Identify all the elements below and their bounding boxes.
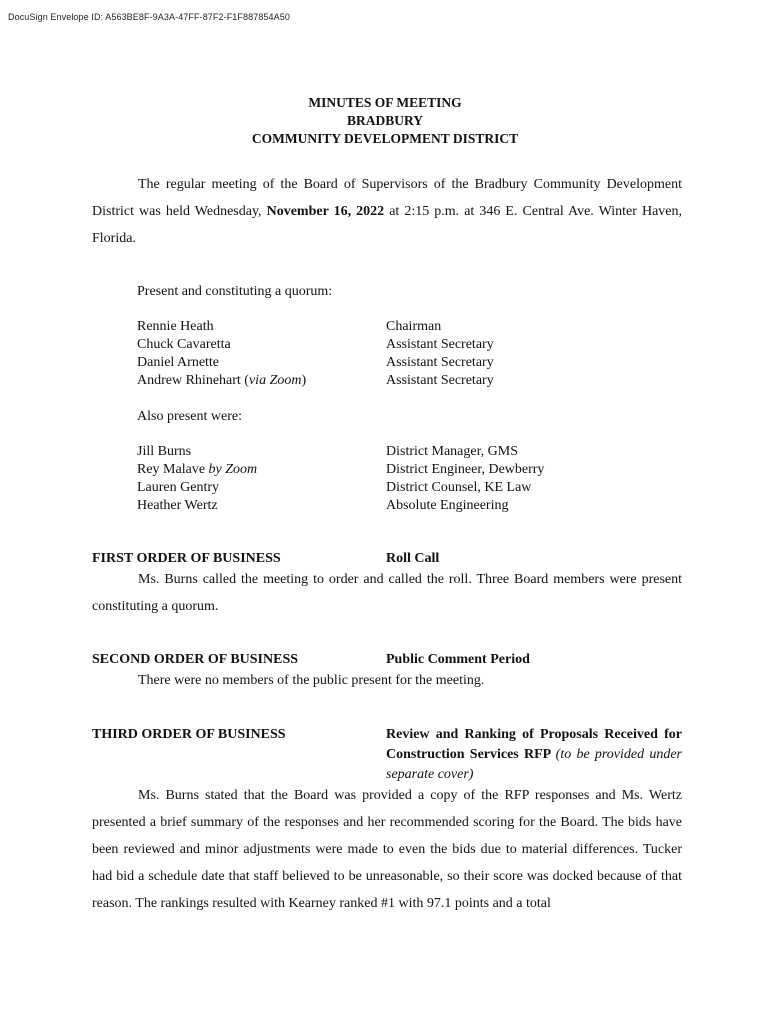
quorum-role: Assistant Secretary <box>386 337 494 352</box>
meeting-date: November 16, 2022 <box>266 204 385 219</box>
attendee-role: District Engineer, Dewberry <box>386 462 545 477</box>
first-order-label: FIRST ORDER OF BUSINESS <box>92 551 281 566</box>
quorum-role: Assistant Secretary <box>386 373 494 388</box>
second-order-label: SECOND ORDER OF BUSINESS <box>92 652 299 667</box>
attendee-name: Jill Burns <box>137 444 192 459</box>
second-order-topic: Public Comment Period <box>386 652 530 667</box>
document-title <box>0 94 770 148</box>
quorum-role: Assistant Secretary <box>386 355 494 370</box>
quorum-role: Chairman <box>386 319 442 334</box>
third-order-topic: Review and Ranking of Proposals Received for Construction Services RFP (to be provided under separate cover) <box>386 727 683 782</box>
attendee-name: Lauren Gentry <box>137 480 220 495</box>
third-order-body: Ms. Burns stated that the Board was provided a copy of the RFP responses and Ms. Wertz presented a brief summary of the responses and her recommended scoring for the Board. The bids have been reviewed and minor adjustments were made to even the bids due to material differences. Tucker had bid a schedule date that staff believed to be unreasonable, so their score was docked because of that reason. The rankings resulted with Kearney ranked #1 with 97.1 points and a total <box>92 788 682 911</box>
attendee-name: Heather Wertz <box>137 498 218 513</box>
quorum-name: Andrew Rhinehart (via Zoom) <box>137 373 307 388</box>
second-order-body: There were no members of the public present for the meeting. <box>138 673 485 688</box>
intro-text-1: The regular meeting of the Board of Supervisors of the Bradbury Community Development District was held Wednesday, <box>92 177 682 219</box>
third-order-note: (to be provided under separate cover) <box>386 747 683 782</box>
quorum-name: Daniel Arnette <box>137 355 220 370</box>
quorum-name: Chuck Cavaretta <box>137 337 231 352</box>
title-line-1: MINUTES OF MEETING <box>308 95 462 110</box>
first-order-topic: Roll Call <box>386 551 440 566</box>
title-line-2: BRADBURY <box>346 113 424 128</box>
quorum-names <box>137 318 306 390</box>
also-present-roles <box>386 443 544 515</box>
envelope-id: DocuSign Envelope ID: A563BE8F-9A3A-47FF-87F2-F1F887854A50 <box>8 12 290 22</box>
attendee-role: District Manager, GMS <box>386 444 519 459</box>
attendee-name: Rey Malave by Zoom <box>137 462 258 477</box>
also-present-label: Also present were: <box>137 409 242 424</box>
also-present-names <box>137 443 257 515</box>
first-order-body: Ms. Burns called the meeting to order and called the roll. Three Board members were present constituting a quorum. <box>92 572 682 614</box>
attendee-role: District Counsel, KE Law <box>386 480 532 495</box>
title-line-3: COMMUNITY DEVELOPMENT DISTRICT <box>251 131 519 146</box>
quorum-roles <box>386 318 494 390</box>
attendee-role: Absolute Engineering <box>386 498 509 513</box>
quorum-name: Rennie Heath <box>137 319 214 334</box>
intro-paragraph <box>92 171 682 252</box>
quorum-label: Present and constituting a quorum: <box>137 284 333 299</box>
intro-text-2: at 2:15 p.m. at 346 E. Central Ave. Winter Haven, Florida. <box>92 204 682 246</box>
third-order-label: THIRD ORDER OF BUSINESS <box>92 727 286 742</box>
